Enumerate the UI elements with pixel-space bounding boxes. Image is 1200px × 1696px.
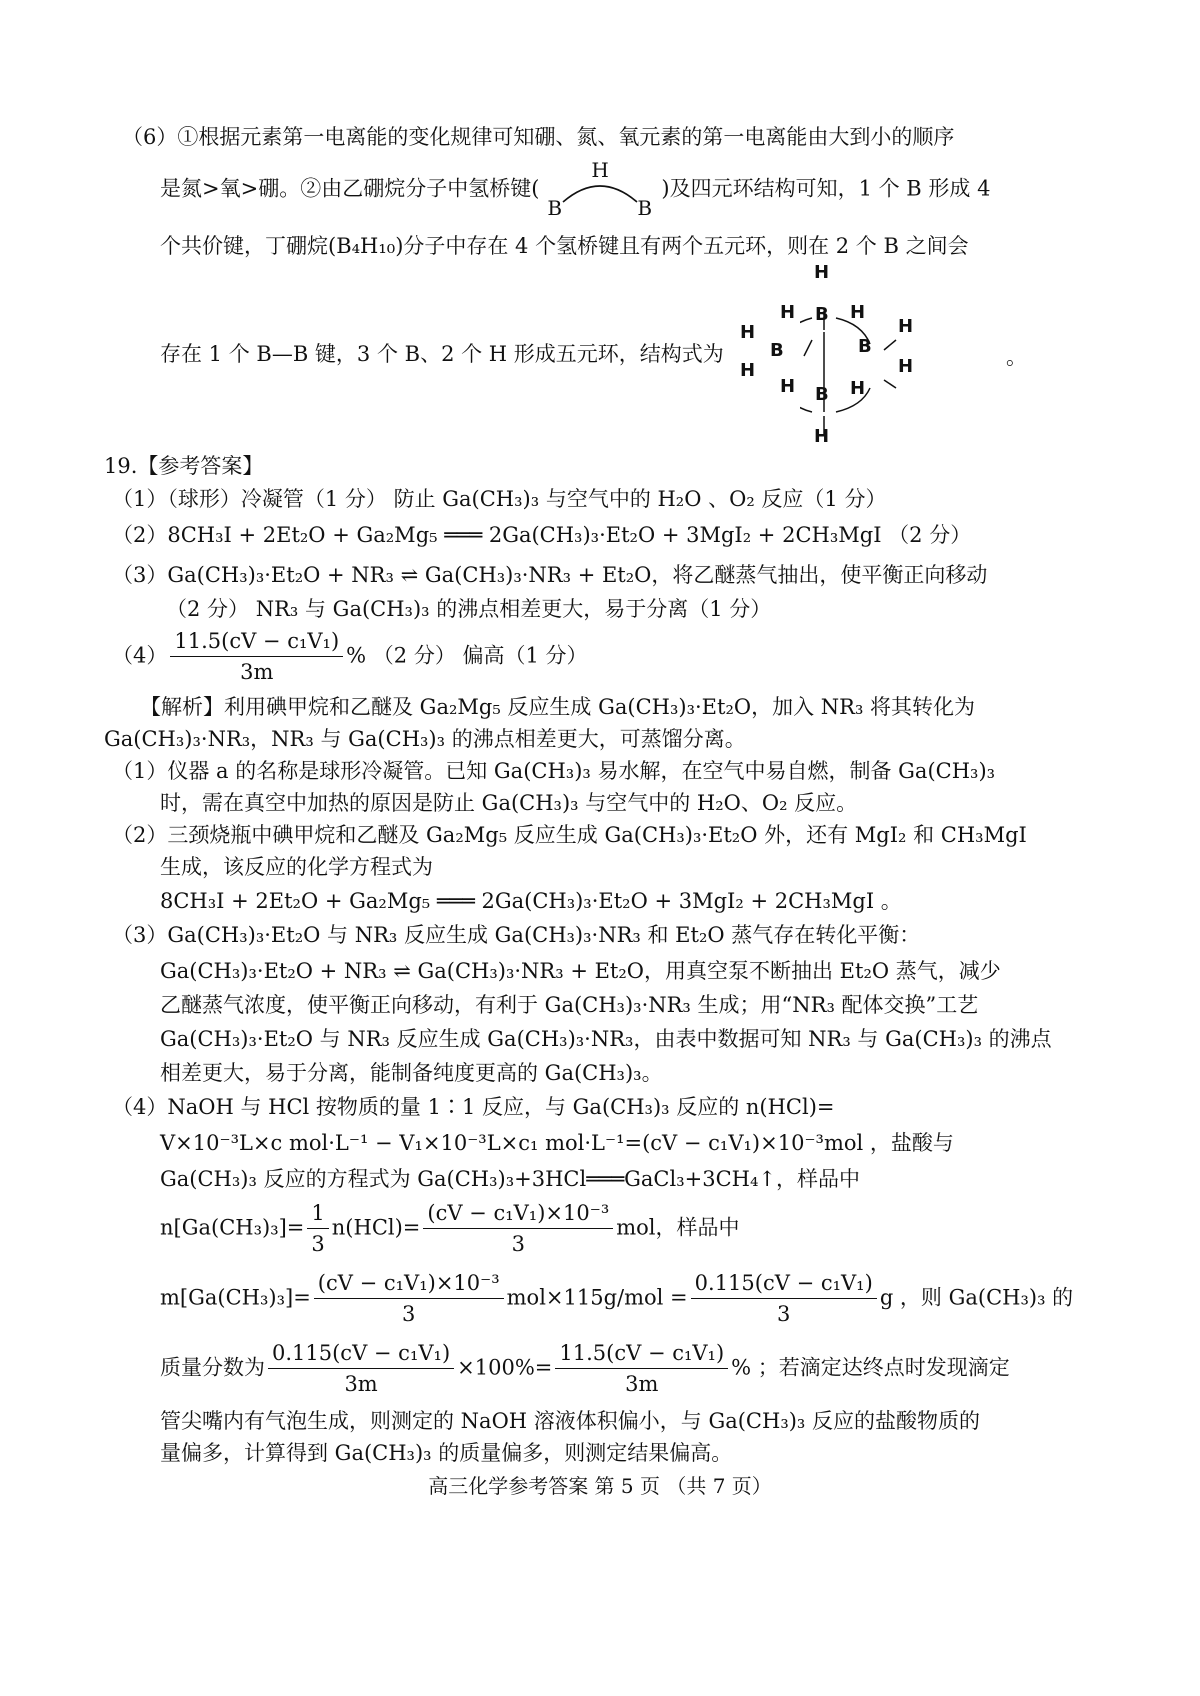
atom-h-bridge-bottom-left: H: [780, 376, 796, 397]
explanation-intro-a: 【解析】利用碘甲烷和乙醚及 Ga₂Mg₅ 反应生成 Ga(CH₃)₃·Et₂O，加入 NR₃ 将其转化为: [140, 695, 976, 719]
bridge-b-atom-left: B: [547, 196, 563, 220]
mass-fraction-2: [691, 1268, 877, 1330]
atom-h-top: H: [814, 262, 830, 283]
explanation-4d: [160, 1198, 740, 1260]
q18-line-3: 个共价键，丁硼烷(B₄H₁₀)分子中存在 4 个氢桥键且有两个五元环，则在 2 个 B 之间会: [160, 234, 969, 258]
explanation-4e-post: g ，则 Ga(CH₃)₃ 的: [879, 1285, 1074, 1310]
explanation-4f-pre: 质量分数为: [160, 1355, 265, 1380]
page-footer: 高三化学参考答案 第 5 页 （共 7 页）: [428, 1474, 772, 1498]
explanation-4c: Ga(CH₃)₃ 反应的方程式为 Ga(CH₃)₃+3HCl═══GaCl₃+3CH₄↑，样品中: [160, 1167, 860, 1191]
explanation-3a: （3）Ga(CH₃)₃·Et₂O 与 NR₃ 反应生成 Ga(CH₃)₃·NR₃ 和 Et₂O 蒸气存在转化平衡：: [112, 923, 921, 947]
explanation-3e: 相差更大，易于分离，能制备纯度更高的 Ga(CH₃)₃。: [160, 1061, 663, 1085]
explanation-4e-pre: m[Ga(CH₃)₃]=: [160, 1285, 311, 1310]
fraction-numerator: (cV − c₁V₁)×10⁻³: [423, 1198, 613, 1229]
bridge-h-atom: H: [591, 158, 609, 182]
atom-h-right-lower: H: [898, 356, 914, 377]
explanation-3c: 乙醚蒸气浓度，使平衡正向移动，有利于 Ga(CH₃)₃·NR₃ 生成；用“NR₃ 配体交换”工艺: [160, 993, 979, 1017]
fraction-denominator: 3m: [625, 1372, 659, 1397]
fraction-denominator: 3m: [344, 1372, 378, 1397]
atom-h-bridge-top-right: H: [850, 302, 866, 323]
q18-line-2-text-b: )及四元环结构可知，1 个 B 形成 4: [661, 176, 991, 201]
q19-answer-4-fraction: [170, 626, 343, 688]
fraction-numerator: (cV − c₁V₁)×10⁻³: [314, 1268, 504, 1299]
explanation-4d-mid: n(HCl)=: [331, 1215, 421, 1240]
tetraborane-atoms: [740, 240, 1012, 452]
explanation-4e-mid: mol×115g/mol =: [506, 1285, 688, 1310]
hydrogen-bridge-bond-diagram: [541, 158, 659, 220]
q18-line-2: [160, 158, 991, 220]
atom-h-left-upper: H: [740, 322, 756, 343]
fraction-numerator: 0.115(cV − c₁V₁): [691, 1268, 877, 1299]
atom-h-bottom: H: [814, 426, 830, 447]
atom-b-right: B: [858, 336, 872, 357]
q19-answer-3a: （3）Ga(CH₃)₃·Et₂O + NR₃ ⇌ Ga(CH₃)₃·NR₃ + Et₂O，将乙醚蒸气抽出，使平衡正向移动: [112, 563, 988, 587]
explanation-2c-equation: 8CH₃I + 2Et₂O + Ga₂Mg₅ ═══ 2Ga(CH₃)₃·Et₂O + 3MgI₂ + 2CH₃MgI 。: [160, 889, 902, 913]
mass-fraction-1: [314, 1268, 504, 1330]
bridge-b-atom-right: B: [637, 196, 653, 220]
explanation-4f: [160, 1338, 1010, 1400]
explanation-4f-mid: ×100%=: [457, 1355, 553, 1380]
q19-answer-1: （1）（球形）冷凝管（1 分） 防止 Ga(CH₃)₃ 与空气中的 H₂O 、O₂ 反应（1 分）: [112, 487, 887, 511]
explanation-3d: Ga(CH₃)₃·Et₂O 与 NR₃ 反应生成 Ga(CH₃)₃·NR₃，由表中数据可知 NR₃ 与 Ga(CH₃)₃ 的沸点: [160, 1027, 1052, 1051]
atom-h-bridge-top-left: H: [780, 302, 796, 323]
explanation-intro-b: Ga(CH₃)₃·NR₃，NR₃ 与 Ga(CH₃)₃ 的沸点相差更大，可蒸馏分离。: [104, 727, 746, 751]
q18-line-4a: 存在 1 个 B—B 键，3 个 B、2 个 H 形成五元环，结构式为: [160, 342, 724, 366]
atom-h-left-lower: H: [740, 360, 756, 381]
explanation-4a: （4）NaOH 与 HCl 按物质的量 1∶1 反应，与 Ga(CH₃)₃ 反应的 n(HCl)=: [112, 1095, 835, 1119]
explanation-4e: [160, 1268, 1073, 1330]
fraction-denominator: 3m: [240, 660, 274, 685]
fraction-denominator: 3: [311, 1232, 325, 1257]
q18-line-2-text-a: 是氮>氧>硼。②由乙硼烷分子中氢桥键(: [160, 176, 540, 201]
q19-answer-3b: （2 分） NR₃ 与 Ga(CH₃)₃ 的沸点相差更大，易于分离（1 分）: [166, 597, 772, 621]
fraction-denominator: 3: [402, 1302, 416, 1327]
fraction-numerator: 0.115(cV − c₁V₁): [268, 1338, 454, 1369]
moles-fraction: [423, 1198, 613, 1260]
q19-title: 19.【参考答案】: [104, 454, 264, 478]
explanation-1a: （1）仪器 a 的名称是球形冷凝管。已知 Ga(CH₃)₃ 易水解，在空气中易自燃，制备 Ga(CH₃)₃: [112, 759, 996, 783]
explanation-4g: 管尖嘴内有气泡生成，则测定的 NaOH 溶液体积偏小，与 Ga(CH₃)₃ 反应的盐酸物质的: [160, 1409, 981, 1433]
explanation-3b: Ga(CH₃)₃·Et₂O + NR₃ ⇌ Ga(CH₃)₃·NR₃ + Et₂O，用真空泵不断抽出 Et₂O 蒸气，减少: [160, 959, 1001, 983]
explanation-1b: 时，需在真空中加热的原因是防止 Ga(CH₃)₃ 与空气中的 H₂O、O₂ 反应。: [160, 791, 858, 815]
fraction-denominator: 3: [511, 1232, 525, 1257]
fraction-denominator: 3: [777, 1302, 791, 1327]
one-third-fraction: [307, 1198, 328, 1260]
atom-b-bottom: B: [815, 384, 829, 405]
atom-h-right-upper: H: [898, 316, 914, 337]
percent-fraction-1: [268, 1338, 454, 1400]
explanation-2b: 生成，该反应的化学方程式为: [160, 855, 433, 879]
fraction-numerator: 11.5(cV − c₁V₁): [555, 1338, 728, 1369]
explanation-4d-pre: n[Ga(CH₃)₃]=: [160, 1215, 305, 1240]
atom-b-top: B: [815, 304, 829, 325]
percent-fraction-2: [555, 1338, 728, 1400]
explanation-4d-post: mol，样品中: [616, 1215, 740, 1240]
q18-line-1: （6）①根据元素第一电离能的变化规律可知硼、氮、氧元素的第一电离能由大到小的顺序: [122, 125, 955, 149]
q18-line-4b: 。: [1006, 345, 1027, 369]
q19-answer-4-prefix: （4）: [112, 643, 168, 668]
atom-b-left: B: [770, 340, 784, 361]
explanation-4h: 量偏多，计算得到 Ga(CH₃)₃ 的质量偏多，则测定结果偏高。: [160, 1441, 733, 1465]
q19-answer-4: [112, 626, 588, 688]
q19-answer-2: （2）8CH₃I + 2Et₂O + Ga₂Mg₅ ═══ 2Ga(CH₃)₃·Et₂O + 3MgI₂ + 2CH₃MgI （2 分）: [112, 523, 972, 547]
explanation-4b: V×10⁻³L×c mol·L⁻¹ − V₁×10⁻³L×c₁ mol·L⁻¹=(cV − c₁V₁)×10⁻³mol ，盐酸与: [160, 1131, 954, 1155]
q19-answer-4-suffix: % （2 分） 偏高（1 分）: [346, 643, 588, 668]
fraction-numerator: 1: [307, 1198, 328, 1229]
explanation-2a: （2）三颈烧瓶中碘甲烷和乙醚及 Ga₂Mg₅ 反应生成 Ga(CH₃)₃·Et₂O 外，还有 MgI₂ 和 CH₃MgI: [112, 823, 1027, 847]
fraction-numerator: 11.5(cV − c₁V₁): [170, 626, 343, 657]
atom-h-bridge-bottom-right: H: [850, 378, 866, 399]
explanation-4f-post: % ；若滴定达终点时发现滴定: [731, 1355, 1010, 1380]
